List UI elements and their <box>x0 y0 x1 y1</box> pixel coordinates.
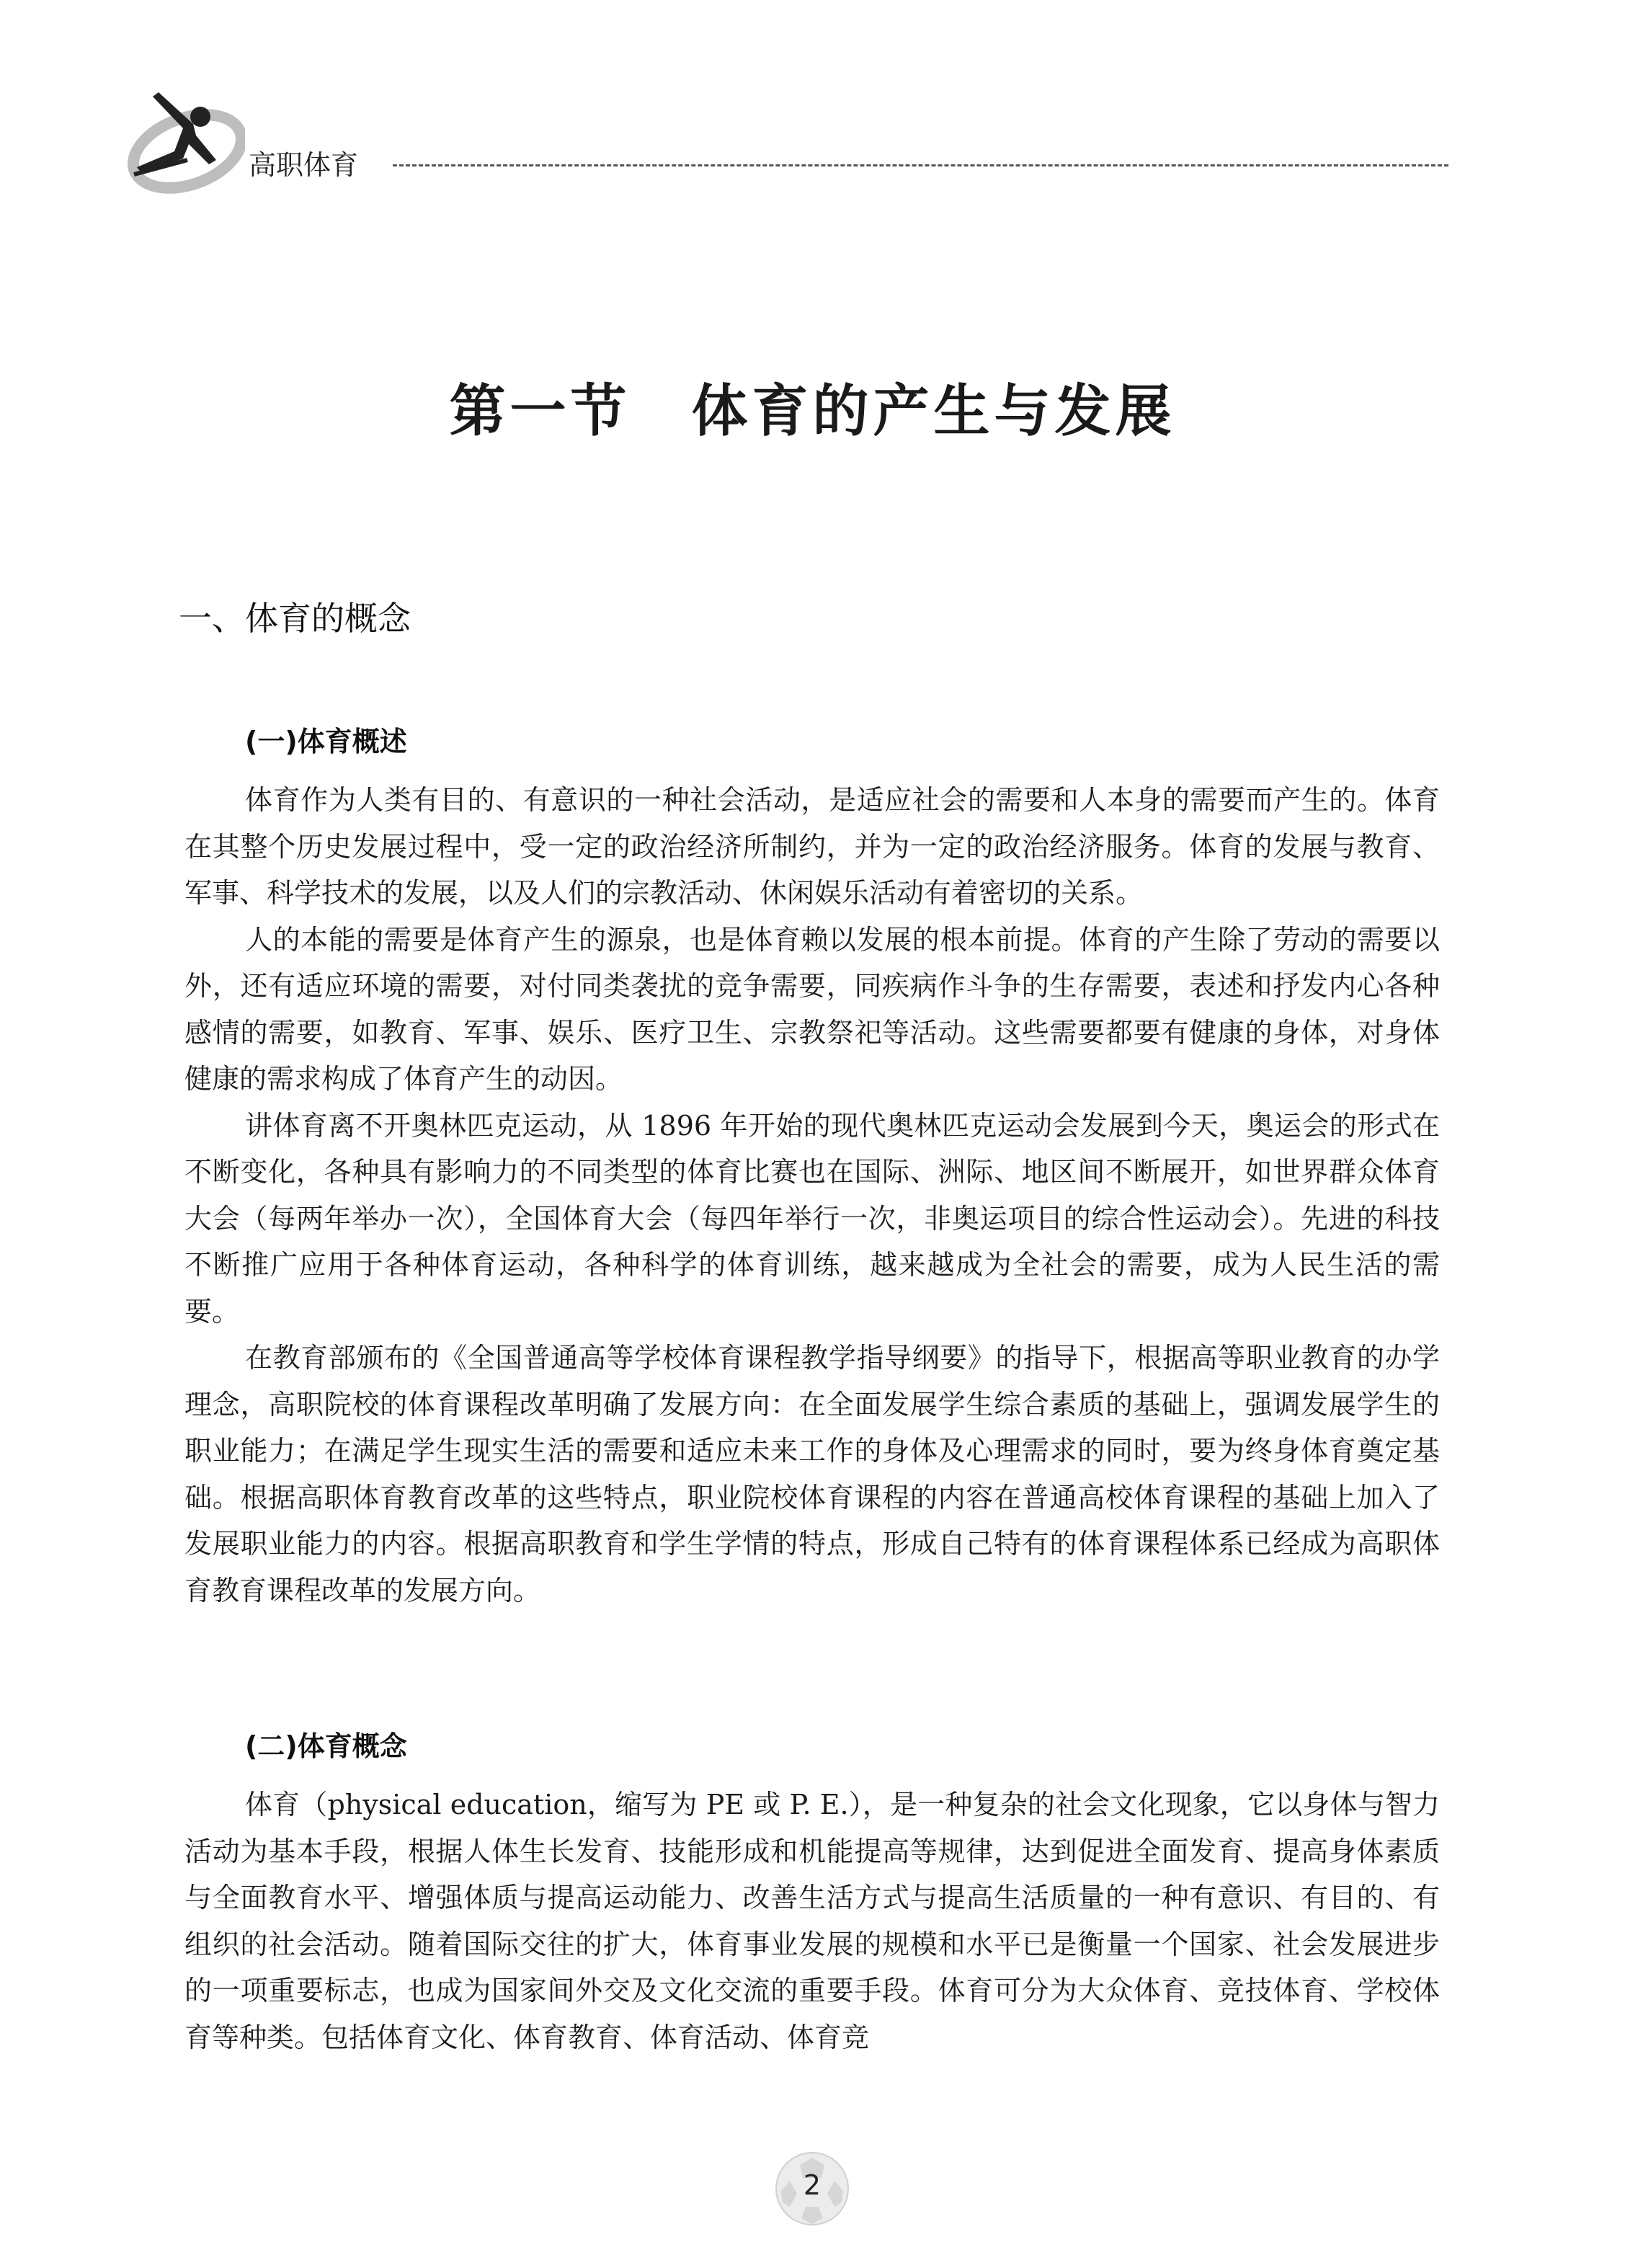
book-title: 高职体育 <box>249 149 359 181</box>
heading-concept-of-pe: 一、体育的概念 <box>179 599 411 638</box>
page-header <box>108 72 1448 195</box>
speed-skater-logo-icon <box>108 72 245 195</box>
subheading-overview: (一)体育概述 <box>245 726 407 757</box>
concept-body <box>184 1782 1440 2060</box>
overview-body <box>184 777 1440 1614</box>
subheading-concept: (二)体育概念 <box>245 1730 407 1762</box>
page-number: 2 <box>803 2169 822 2201</box>
paragraph: 人的本能的需要是体育产生的源泉，也是体育赖以发展的根本前提。体育的产生除了劳动的需要以外，还有适应环境的需要，对付同类袭扰的竞争需要，同疾病作斗争的生存需要，表述和抒发内心各种感情的需要，如教育、军事、娱乐、医疗卫生、宗教祭祀等活动。这些需要都要有健康的身体，对身体健康的需求构成了体育产生的动因。 <box>184 923 1440 1095</box>
section-title: 第一节 体育的产生与发展 <box>449 378 1176 444</box>
paragraph: 讲体育离不开奥林匹克运动，从 1896 年开始的现代奥林匹克运动会发展到今天，奥运会的形式在不断变化，各种具有影响力的不同类型的体育比赛也在国际、洲际、地区间不断展开，如世界群众体育大会（每两年举办一次），全国体育大会（每四年举行一次，非奥运项目的综合性运动会）。先进的科技不断推广应用于各种体育运动，各种科学的体育训练，越来越成为全社会的需要，成为人民生活的需要。 <box>184 1109 1440 1328</box>
page-number-badge <box>773 2149 852 2228</box>
paragraph: 在教育部颁布的《全国普通高等学校体育课程教学指导纲要》的指导下，根据高等职业教育的办学理念，高职院校的体育课程改革明确了发展方向：在全面发展学生综合素质的基础上，强调发展学生的职业能力；在满足学生现实生活的需要和适应未来工作的身体及心理需求的同时，要为终身体育奠定基础。根据高职体育教育改革的这些特点，职业院校体育课程的内容在普通高校体育课程的基础上加入了发展职业能力的内容。根据高职教育和学生学情的特点，形成自己特有的体育课程体系已经成为高职体育教育课程改革的发展方向。 <box>184 1342 1440 1606</box>
header-dashed-rule <box>393 164 1448 166</box>
paragraph: 体育（physical education，缩写为 PE 或 P. E.），是一种复杂的社会文化现象，它以身体与智力活动为基本手段，根据人体生长发育、技能形成和机能提高等规律，达到促进全面发育、提高身体素质与全面教育水平、增强体质与提高运动能力、改善生活方式与提高生活质量的一种有意识、有目的、有组织的社会活动。随着国际交往的扩大，体育事业发展的规模和水平已是衡量一个国家、社会发展进步的一项重要标志，也成为国家间外交及文化交流的重要手段。体育可分为大众体育、竞技体育、学校体育等种类。包括体育文化、体育教育、体育活动、体育竞 <box>184 1789 1440 2053</box>
paragraph: 体育作为人类有目的、有意识的一种社会活动，是适应社会的需要和人本身的需要而产生的。体育在其整个历史发展过程中，受一定的政治经济所制约，并为一定的政治经济服务。体育的发展与教育、军事、科学技术的发展，以及人们的宗教活动、休闲娱乐活动有着密切的关系。 <box>184 784 1440 909</box>
